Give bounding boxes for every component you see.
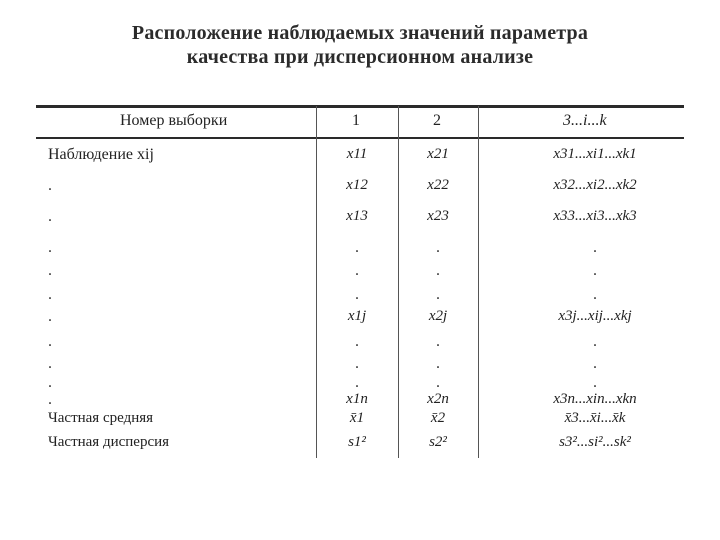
cell-sample-1: x12 bbox=[346, 177, 368, 193]
cell-sample-2: x̄2 bbox=[430, 410, 446, 426]
ellipsis-dot: . bbox=[48, 177, 52, 194]
ellipsis-dot: . bbox=[48, 239, 52, 256]
cell-sample-2: x22 bbox=[427, 177, 449, 193]
cell-sample-2: x2j bbox=[428, 308, 448, 324]
ellipsis-dot: . bbox=[48, 208, 52, 225]
ellipsis-dot: . bbox=[48, 333, 52, 350]
row-label: Частная дисперсия bbox=[48, 434, 170, 450]
ellipsis-dot: . bbox=[436, 262, 440, 279]
ellipsis-dot: . bbox=[355, 286, 359, 303]
cell-sample-1: x13 bbox=[346, 208, 368, 224]
cell-sample-3-k: x32...xi2...xk2 bbox=[553, 177, 637, 193]
cell-sample-3-k: x̄3...x̄i...x̄k bbox=[564, 410, 626, 426]
column-divider bbox=[316, 106, 317, 458]
table-top-rule bbox=[36, 105, 684, 108]
ellipsis-dot: . bbox=[436, 355, 440, 372]
ellipsis-dot: . bbox=[48, 374, 52, 391]
row-label: Частная средняя bbox=[48, 410, 154, 426]
cell-sample-2: s2² bbox=[429, 434, 447, 450]
cell-sample-1: x1j bbox=[347, 308, 367, 324]
cell-sample-1: s1² bbox=[348, 434, 366, 450]
ellipsis-dot: . bbox=[593, 374, 597, 391]
table-header-rule bbox=[36, 137, 684, 139]
cell-sample-3-k: x31...xi1...xk1 bbox=[553, 146, 637, 162]
ellipsis-dot: . bbox=[48, 262, 52, 279]
ellipsis-dot: . bbox=[593, 262, 597, 279]
row-label: Наблюдение xij bbox=[48, 146, 154, 163]
ellipsis-dot: . bbox=[355, 374, 359, 391]
ellipsis-dot: . bbox=[436, 374, 440, 391]
ellipsis-dot: . bbox=[355, 239, 359, 256]
cell-sample-3-k: s3²...si²...sk² bbox=[559, 434, 631, 450]
ellipsis-dot: . bbox=[436, 286, 440, 303]
cell-sample-2: x21 bbox=[427, 146, 449, 162]
cell-sample-1: x1n bbox=[346, 391, 368, 407]
ellipsis-dot: . bbox=[436, 333, 440, 350]
ellipsis-dot: . bbox=[355, 355, 359, 372]
ellipsis-dot: . bbox=[355, 262, 359, 279]
cell-sample-3-k: x33...xi3...xk3 bbox=[553, 208, 637, 224]
ellipsis-dot: . bbox=[355, 333, 359, 350]
ellipsis-dot: . bbox=[48, 355, 52, 372]
cell-sample-3-k: x3n...xin...xkn bbox=[553, 391, 637, 407]
ellipsis-dot: . bbox=[593, 286, 597, 303]
column-divider bbox=[478, 106, 479, 458]
column-header-2: 2 bbox=[433, 112, 441, 129]
ellipsis-dot: . bbox=[593, 355, 597, 372]
page-subtitle: качества при дисперсионном анализе bbox=[186, 46, 534, 68]
cell-sample-1: x̄1 bbox=[349, 410, 365, 426]
ellipsis-dot: . bbox=[436, 239, 440, 256]
ellipsis-dot: . bbox=[48, 391, 52, 408]
column-divider bbox=[398, 106, 399, 458]
ellipsis-dot: . bbox=[593, 239, 597, 256]
cell-sample-2: x2n bbox=[427, 391, 449, 407]
cell-sample-1: x11 bbox=[346, 146, 368, 162]
cell-sample-3-k: x3j...xij...xkj bbox=[558, 308, 632, 324]
ellipsis-dot: . bbox=[48, 308, 52, 325]
column-header-3-k: 3...i...k bbox=[563, 112, 607, 129]
cell-sample-2: x23 bbox=[427, 208, 449, 224]
column-header-1: 1 bbox=[352, 112, 360, 129]
page-title: Расположение наблюдаемых значений параметра bbox=[131, 22, 589, 44]
column-header-sample-number: Номер выборки bbox=[120, 112, 228, 129]
ellipsis-dot: . bbox=[48, 286, 52, 303]
ellipsis-dot: . bbox=[593, 333, 597, 350]
